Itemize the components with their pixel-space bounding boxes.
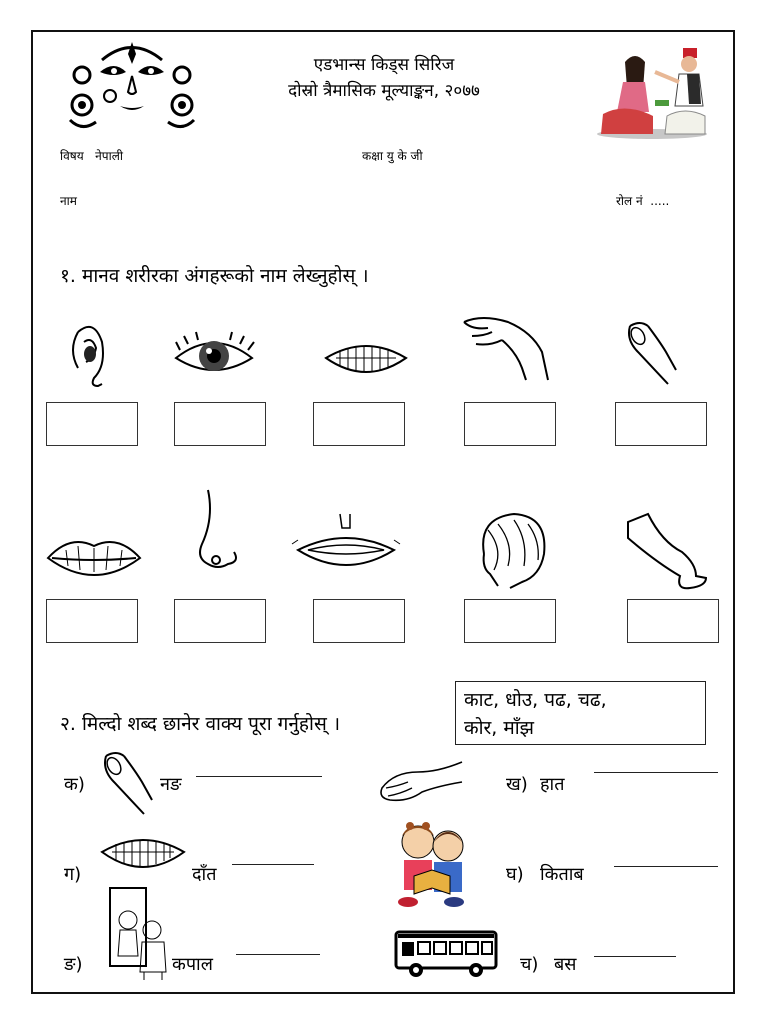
header-title-1: एडभान्स किड्स सिरिज (313, 55, 455, 75)
name-label: नाम (60, 194, 77, 208)
item-marker-kha: ख) (506, 774, 528, 795)
answer-line-ga[interactable] (232, 864, 314, 865)
item-marker-ka: क) (64, 774, 85, 795)
item-word-ga: दाँत (192, 864, 217, 885)
answer-box-nose[interactable] (174, 599, 266, 643)
header-title-2: दोस्रो त्रैमासिक मूल्याङ्कन, २०७७ (288, 81, 480, 101)
item-word-nga: कपाल (172, 954, 213, 975)
answer-box-mouth[interactable] (313, 599, 405, 643)
answer-box-nail[interactable] (615, 402, 707, 446)
question-1-title: १. मानव शरीरका अंगहरूको नाम लेख्नुहोस् । (60, 265, 369, 287)
word-bank-line-1: काट, धोउ, पढ, चढ, (464, 689, 607, 711)
children-reading-icon (392, 820, 472, 910)
subject-label: विषय नेपाली (60, 149, 123, 163)
teeth-icon (324, 336, 408, 382)
teeth-icon (100, 830, 186, 878)
leg-icon (626, 512, 710, 592)
answer-line-nga[interactable] (236, 954, 320, 955)
mirror-hair-icon (104, 886, 170, 982)
item-marker-cha: च) (520, 954, 539, 975)
finger-nail-icon (100, 752, 158, 816)
eye-icon (172, 332, 256, 380)
question-2-title: २. मिल्दो शब्द छानेर वाक्य पूरा गर्नुहोस् । (60, 713, 341, 735)
answer-box-eye[interactable] (174, 402, 266, 446)
answer-box-leg[interactable] (627, 599, 719, 643)
answer-line-kha[interactable] (594, 772, 718, 773)
answer-line-ka[interactable] (196, 776, 322, 777)
answer-box-head[interactable] (464, 599, 556, 643)
item-marker-gha: घ) (506, 864, 524, 885)
answer-line-gha[interactable] (614, 866, 718, 867)
answer-box-teeth[interactable] (313, 402, 405, 446)
class-label: कक्षा यु के जी (362, 149, 423, 163)
answer-box-ear[interactable] (46, 402, 138, 446)
answer-line-cha[interactable] (594, 956, 676, 957)
word-bank-line-2: कोर, माँझ (464, 717, 535, 739)
item-marker-ga: ग) (64, 864, 82, 885)
hand-icon (462, 312, 552, 382)
item-word-cha: बस (554, 954, 577, 975)
ear-icon (68, 322, 108, 388)
finger-nail-icon (624, 322, 682, 388)
answer-box-lips[interactable] (46, 599, 138, 643)
item-word-gha: किताब (540, 864, 584, 885)
lips-icon (46, 532, 142, 582)
item-word-kha: हात (540, 774, 565, 795)
word-bank (455, 681, 706, 745)
mouth-icon (290, 510, 402, 580)
bus-icon (394, 930, 498, 980)
nose-icon (194, 488, 242, 574)
answer-box-hand[interactable] (464, 402, 556, 446)
head-hair-icon (474, 510, 550, 590)
item-marker-nga: ङ) (64, 954, 83, 975)
roll-label: रोल नं ..... (616, 194, 670, 208)
hand-icon (378, 758, 464, 810)
item-word-ka: नङ (160, 774, 182, 795)
